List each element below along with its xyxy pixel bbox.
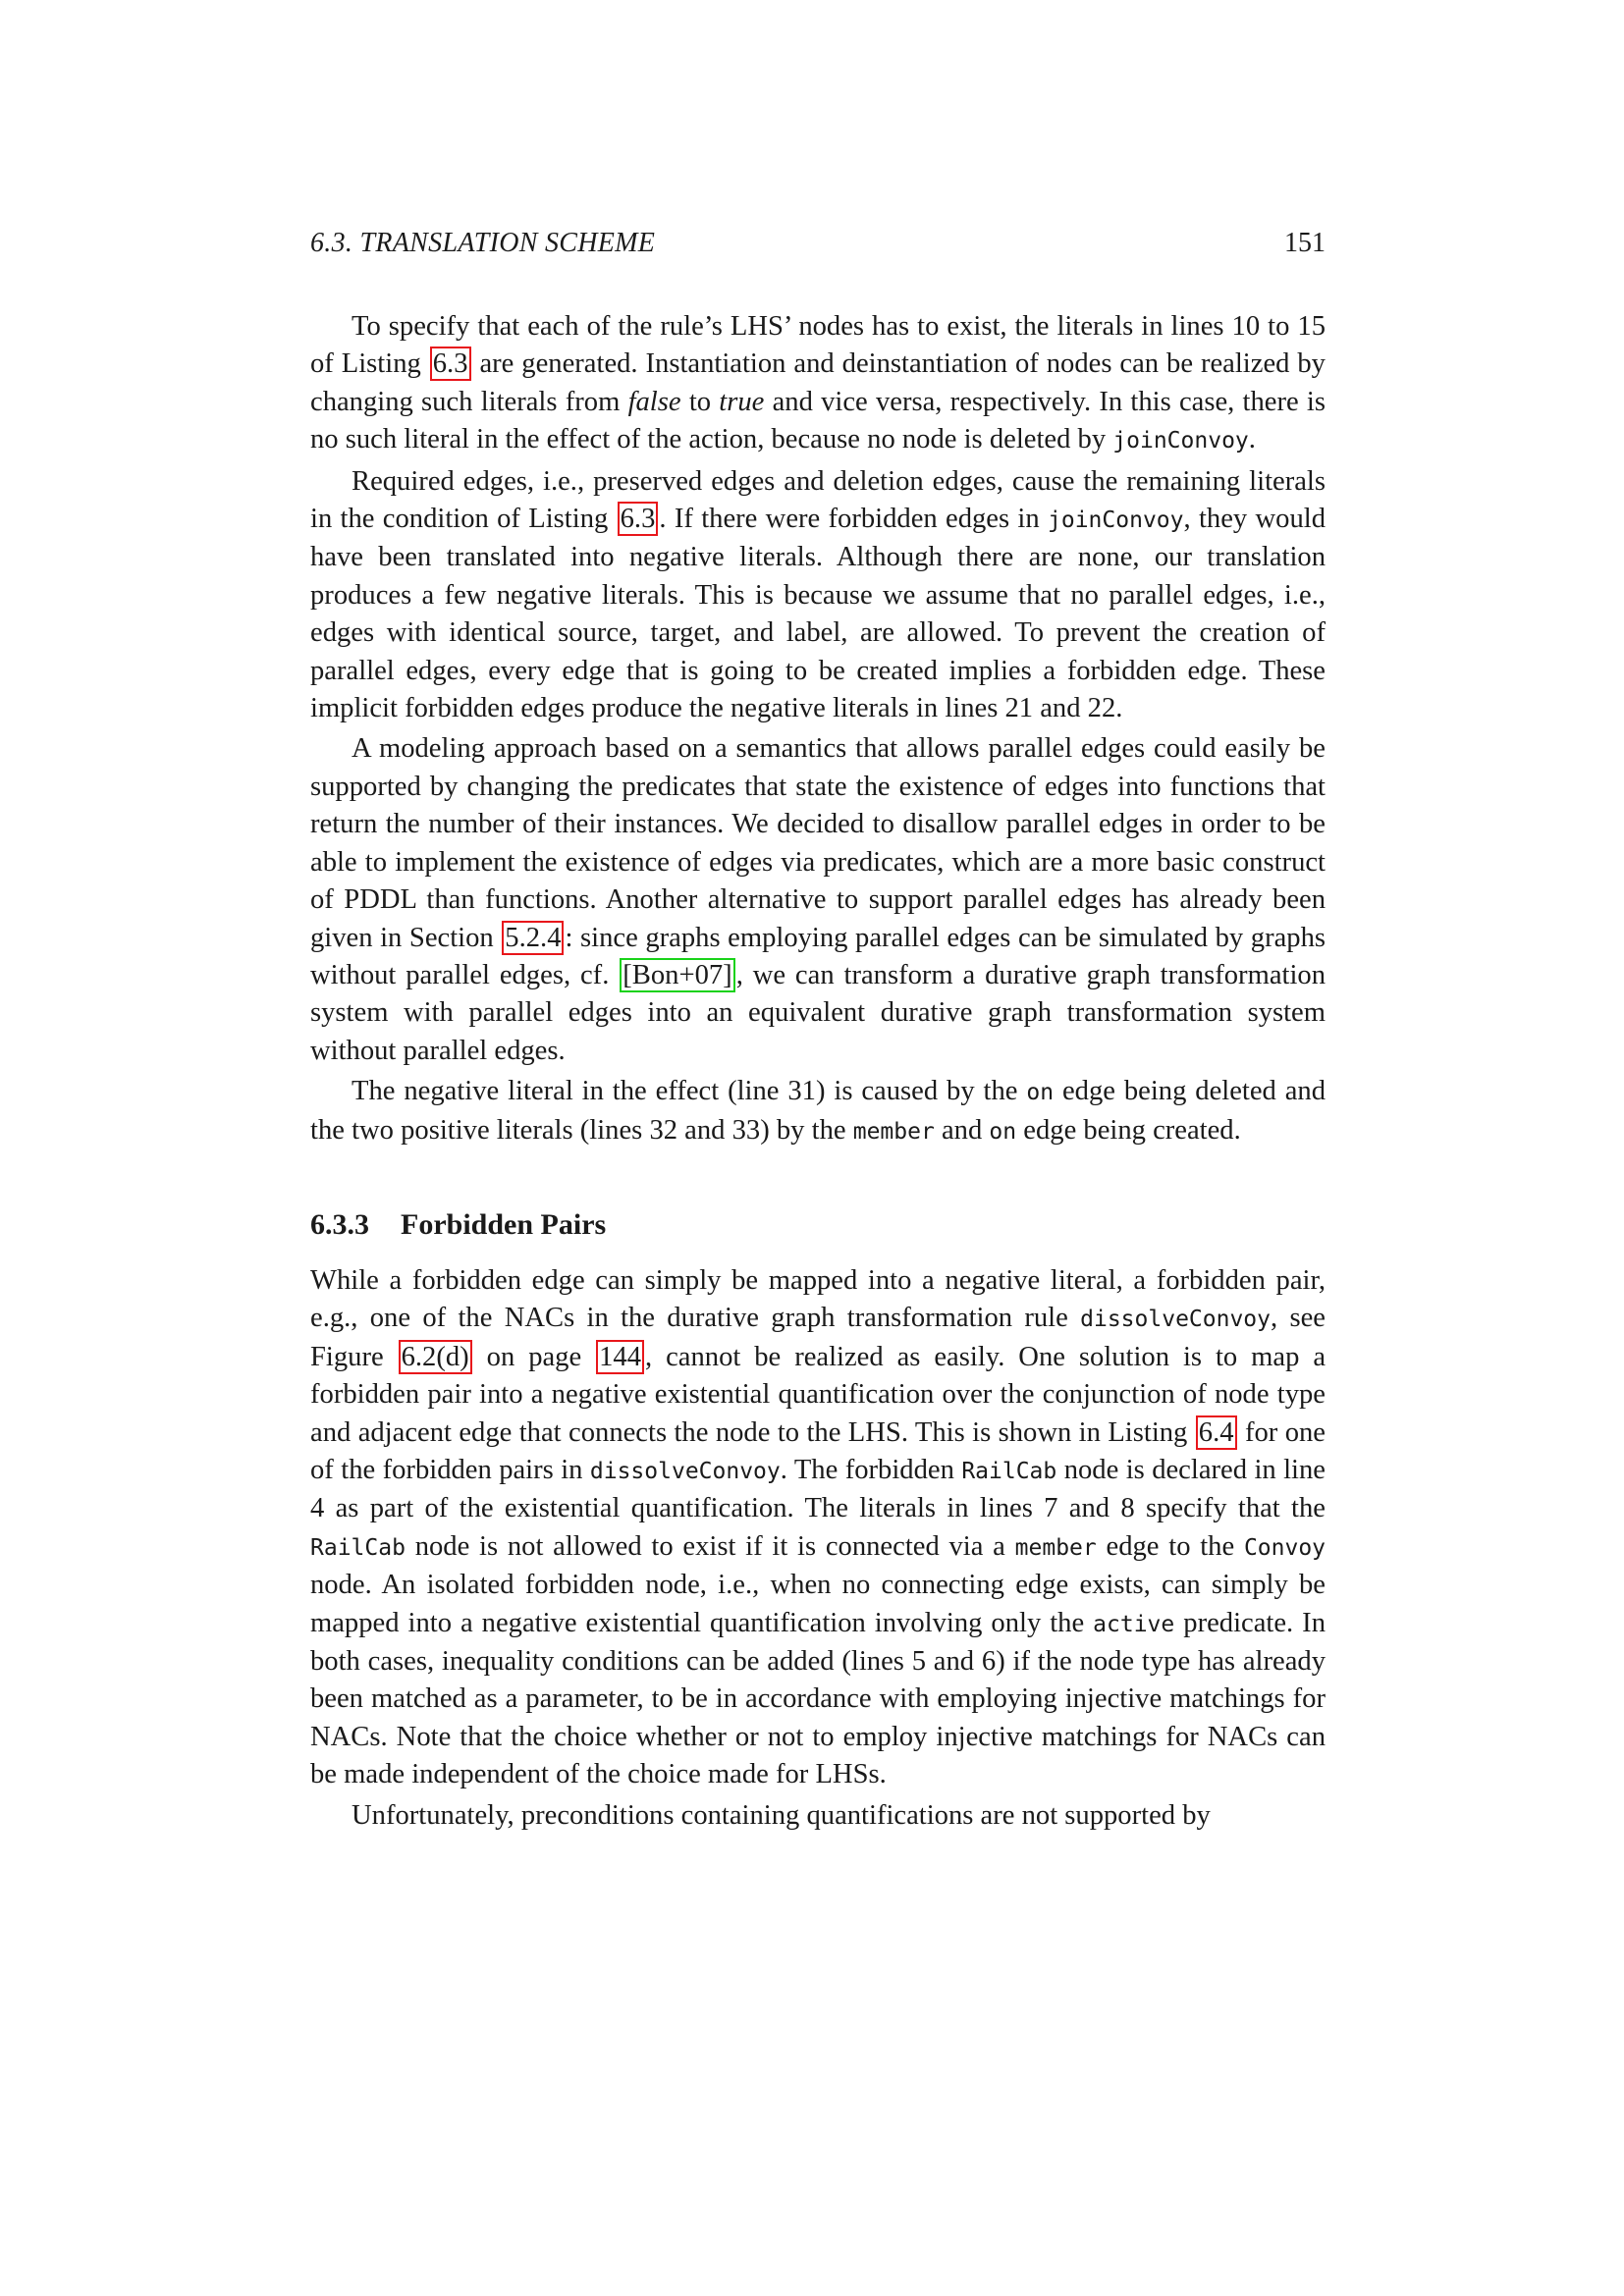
paragraph-6: Unfortunately, preconditions containing quantifications are not supported by (352, 1799, 1211, 1831)
code-identifier: member (852, 1118, 935, 1145)
code-identifier: Convoy (1243, 1534, 1326, 1561)
body-text (310, 308, 1326, 1835)
listing-link[interactable]: 6.3 (430, 347, 471, 381)
figure-link[interactable]: 6.2(d) (399, 1340, 472, 1374)
listing-link[interactable]: 6.4 (1196, 1415, 1237, 1450)
paragraph-2: Required edges, i.e., preserved edges and deletion edges, cause the remaining literals in the condition of Listing 6.3 . If there were forbidden edges in joinConvoy, they would have been translated into negative literals. Although there are none, our translation produces a few negative literals. This is because we assume that no parallel edges, i.e., edges with identical source, target, and label, are allowed. To prevent the creation of parallel edges, every edge that is going to be created implies a forbidden edge. These implicit forbidden edges produce the negative literals in lines 21 and 22. (310, 465, 1326, 724)
paragraph-3: A modeling approach based on a semantics that allows parallel edges could easily be supported by changing the predicates that state the existence of edges into functions that return the number of their instances. We decided to disallow parallel edges in order to be able to implement the existence of edges via predicates, which are a more basic construct of PDDL than functions. Another alternative to support parallel edges has already been given in Section 5.2.4 : since graphs employing parallel edges can be simulated by graphs without parallel edges, cf. [Bon+07] , we can transform a durative graph transformation system with parallel edges into an equivalent durative graph transformation system without parallel edges. (310, 733, 1326, 1066)
code-identifier: member (1014, 1534, 1097, 1561)
section-title: Forbidden Pairs (401, 1207, 607, 1241)
header-page-number: 151 (1284, 228, 1326, 258)
code-identifier: on (989, 1118, 1017, 1145)
paragraph-5: While a forbidden edge can simply be mapped into a negative literal, a forbidden pair, e.g., one of the NACs in the durative graph transformation rule dissolveConvoy, see Figure 6.2(d) on page 144 , cannot be realized as easily. One solution is to map a forbidden pair into a negative existential quantification over the conjunction of node type and adjacent edge that connects the node to the LHS. This is shown in Listing 6.4 for one of the forbidden pairs in dissolveConvoy. The forbidden RailCab node is declared in line 4 as part of the existential quantification. The literals in lines 7 and 8 specify that the RailCab node is not allowed to exist if it is connected via a member edge to the Convoy node. An isolated forbidden node, i.e., when no connecting edge exists, can simply be mapped into a negative existential quantification involving only the active predicate. In both cases, inequality conditions can be added (lines 5 and 6) if the node type has already been matched as a parameter, to be in accordance with employing injective matchings for NACs. Note that the choice whether or not to employ injective matchings for NACs can be made independent of the choice made for LHSs. (310, 1264, 1326, 1790)
code-identifier: RailCab (961, 1458, 1057, 1484)
code-identifier: RailCab (310, 1534, 406, 1561)
section-heading (310, 1205, 1326, 1245)
code-identifier: dissolveConvoy (1080, 1307, 1272, 1333)
paragraph-4: The negative literal in the effect (line 31) is caused by the on edge being deleted and the two positive literals (lines 32 and 33) by the member and on edge being created. (310, 1076, 1326, 1146)
code-identifier: active (1093, 1611, 1175, 1637)
code-identifier: dissolveConvoy (589, 1458, 781, 1484)
section-number: 6.3.3 (310, 1207, 369, 1241)
code-identifier: joinConvoy (1112, 428, 1249, 454)
running-header (310, 226, 1326, 261)
header-section-title: 6.3. TRANSLATION SCHEME (310, 228, 656, 258)
page-link[interactable]: 144 (596, 1340, 644, 1374)
paragraph-1: To specify that each of the rule’s LHS’ nodes has to exist, the literals in lines 10 to 15 of Listing 6.3 are generated. Instantiation and deinstantiation of nodes can be realized by changing such literals from false to true and vice versa, respectively. In this case, there is no such literal in the effect of the action, because no node is deleted by joinConvoy. (310, 311, 1326, 455)
listing-link[interactable]: 6.3 (618, 502, 659, 536)
citation-link[interactable]: [Bon+07] (620, 958, 734, 992)
code-identifier: joinConvoy (1048, 507, 1184, 534)
section-link[interactable]: 5.2.4 (502, 921, 564, 955)
code-identifier: on (1026, 1080, 1055, 1106)
